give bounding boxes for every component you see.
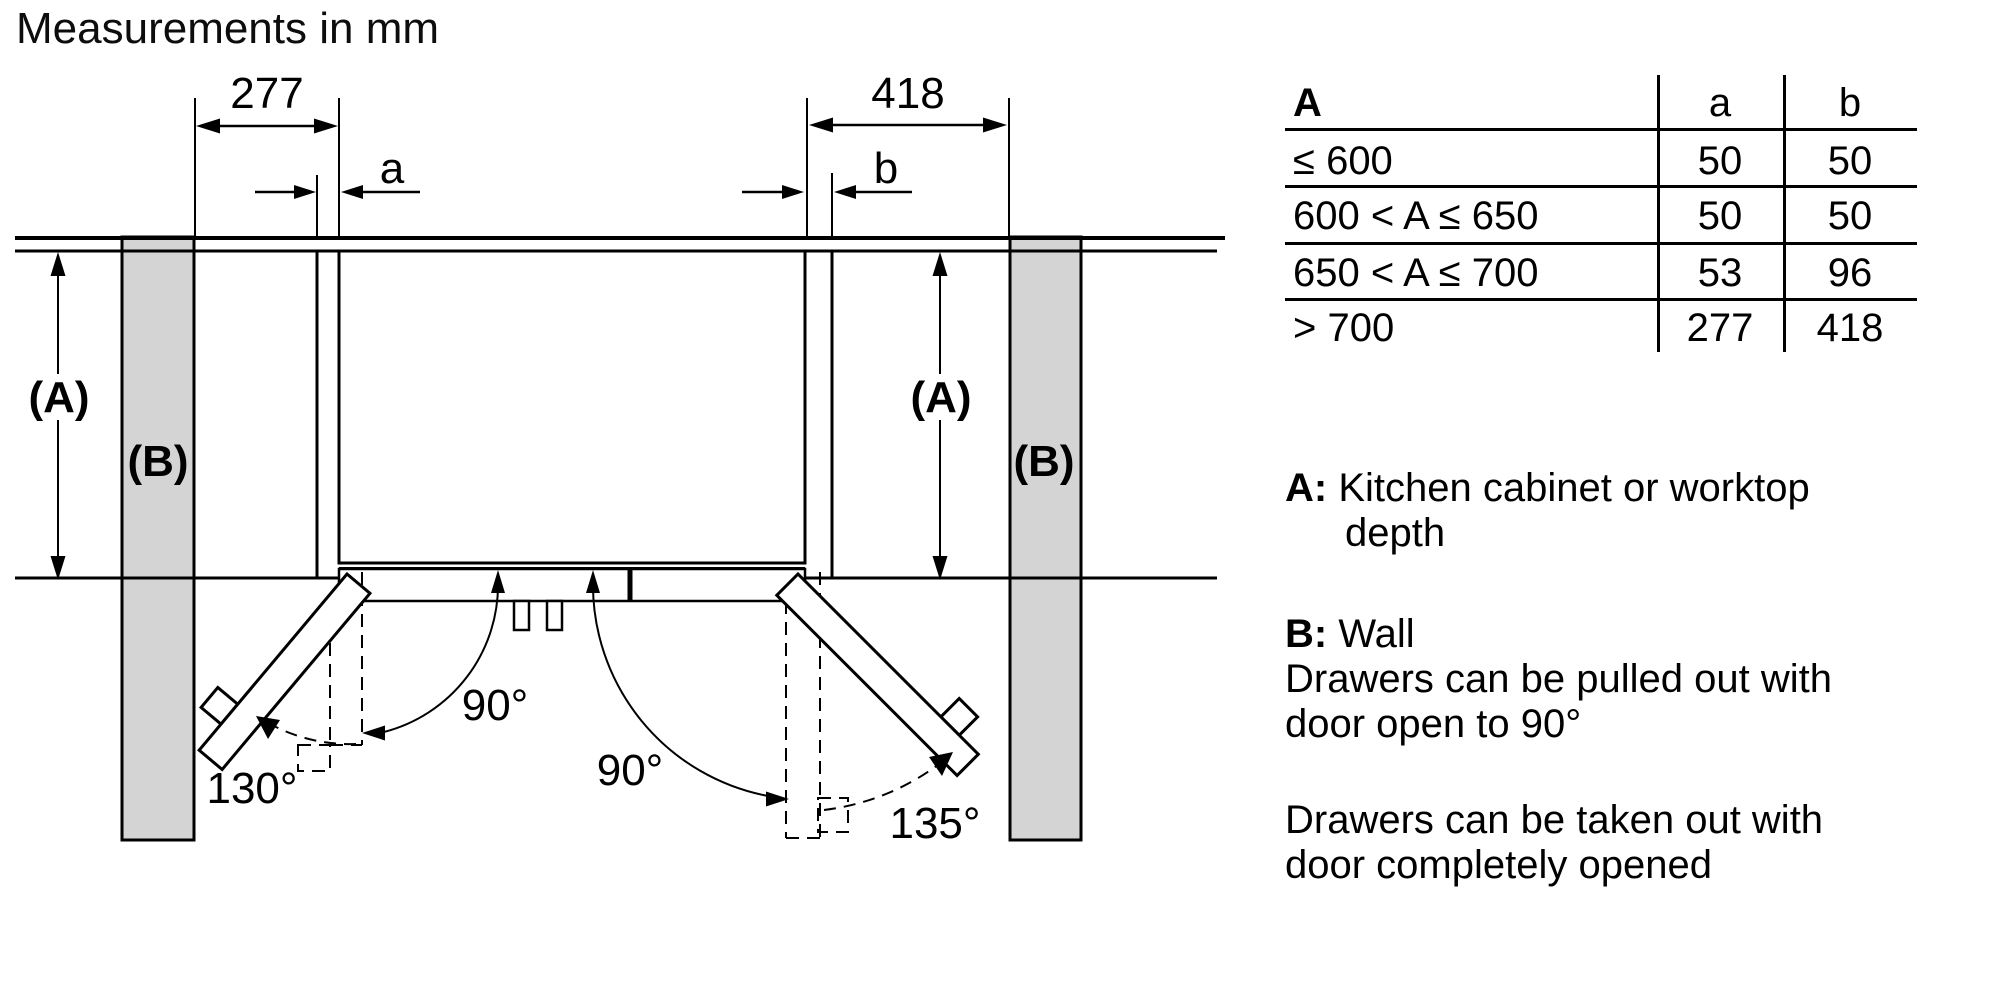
center-mullion-left [514, 601, 529, 630]
right-door-open [777, 556, 997, 776]
table-row-b: 418 [1816, 306, 1884, 350]
angle-label-90-left: 90° [461, 681, 529, 730]
wall-left [122, 237, 194, 840]
table-header-a: a [1708, 81, 1732, 125]
table-rule [1285, 128, 1917, 131]
table-row-a: 277 [1686, 306, 1754, 350]
dimension-b [742, 144, 912, 236]
depth-dimension-right [910, 252, 971, 580]
depth-dimension-left [28, 252, 89, 580]
wall-label-left: (B) [127, 437, 189, 486]
table-row-a: 50 [1697, 194, 1743, 238]
angle-label-90-right: 90° [596, 746, 664, 795]
table-row-a: 53 [1697, 251, 1743, 295]
dimension-a [255, 144, 420, 236]
left-door-swing-arc-130 [256, 716, 356, 744]
legend-a-text: Kitchen cabinet or worktop [1338, 466, 1810, 510]
wall-right [1010, 237, 1081, 840]
center-mullion-right [547, 601, 562, 630]
dim-a-label: a [379, 144, 405, 193]
legend-note2-line1: Drawers can be taken out with [1285, 798, 1824, 842]
dim-418-value: 418 [871, 69, 945, 118]
table-row-b: 96 [1827, 251, 1873, 295]
wall-label-right: (B) [1013, 437, 1075, 486]
cabinet-left [194, 251, 317, 578]
legend-b-key: B: [1285, 612, 1328, 656]
right-door-90deg-dashed-handle [818, 798, 848, 832]
angle-label-130: 130° [206, 764, 298, 813]
legend-b-text: Wall [1338, 612, 1415, 656]
table-rule [1285, 185, 1917, 188]
table-header-b: b [1838, 81, 1862, 125]
table-row-range: ≤ 600 [1293, 139, 1393, 183]
legend-b [1285, 612, 1832, 747]
left-door-90deg-dashed-handle [298, 745, 330, 771]
table-rule [1285, 242, 1917, 245]
legend-note1-line2: door open to 90° [1285, 702, 1582, 746]
dim-277-value: 277 [230, 69, 304, 118]
door-band [339, 569, 805, 601]
legend-note2 [1285, 798, 1823, 888]
left-door-panel [199, 574, 370, 769]
depth-label-right: (A) [910, 373, 972, 422]
clearance-table [1285, 60, 1917, 360]
table-rule [1285, 298, 1917, 301]
dim-b-label: b [873, 144, 899, 193]
page-title: Measurements in mm [16, 4, 440, 53]
legend-a-text-line2: depth [1345, 511, 1446, 555]
fridge-body [339, 251, 805, 563]
table-row-b: 50 [1827, 139, 1873, 183]
table-row-a: 50 [1697, 139, 1743, 183]
legend-a-key: A: [1285, 466, 1328, 510]
dimension-418 [807, 69, 1009, 236]
depth-label-left: (A) [28, 373, 90, 422]
table-row-range: 600 < A ≤ 650 [1293, 194, 1539, 238]
table-row-range: 650 < A ≤ 700 [1293, 251, 1539, 295]
table-row-b: 50 [1827, 194, 1873, 238]
angle-label-135: 135° [889, 799, 981, 848]
legend-note1-line1: Drawers can be pulled out with [1285, 657, 1832, 701]
table-header-dim: A [1293, 81, 1322, 125]
legend-a [1285, 466, 1810, 556]
table-row-range: > 700 [1293, 306, 1395, 350]
legend-note2-line2: door completely opened [1285, 843, 1712, 887]
left-door-open [179, 557, 370, 769]
right-door-panel [777, 574, 979, 776]
